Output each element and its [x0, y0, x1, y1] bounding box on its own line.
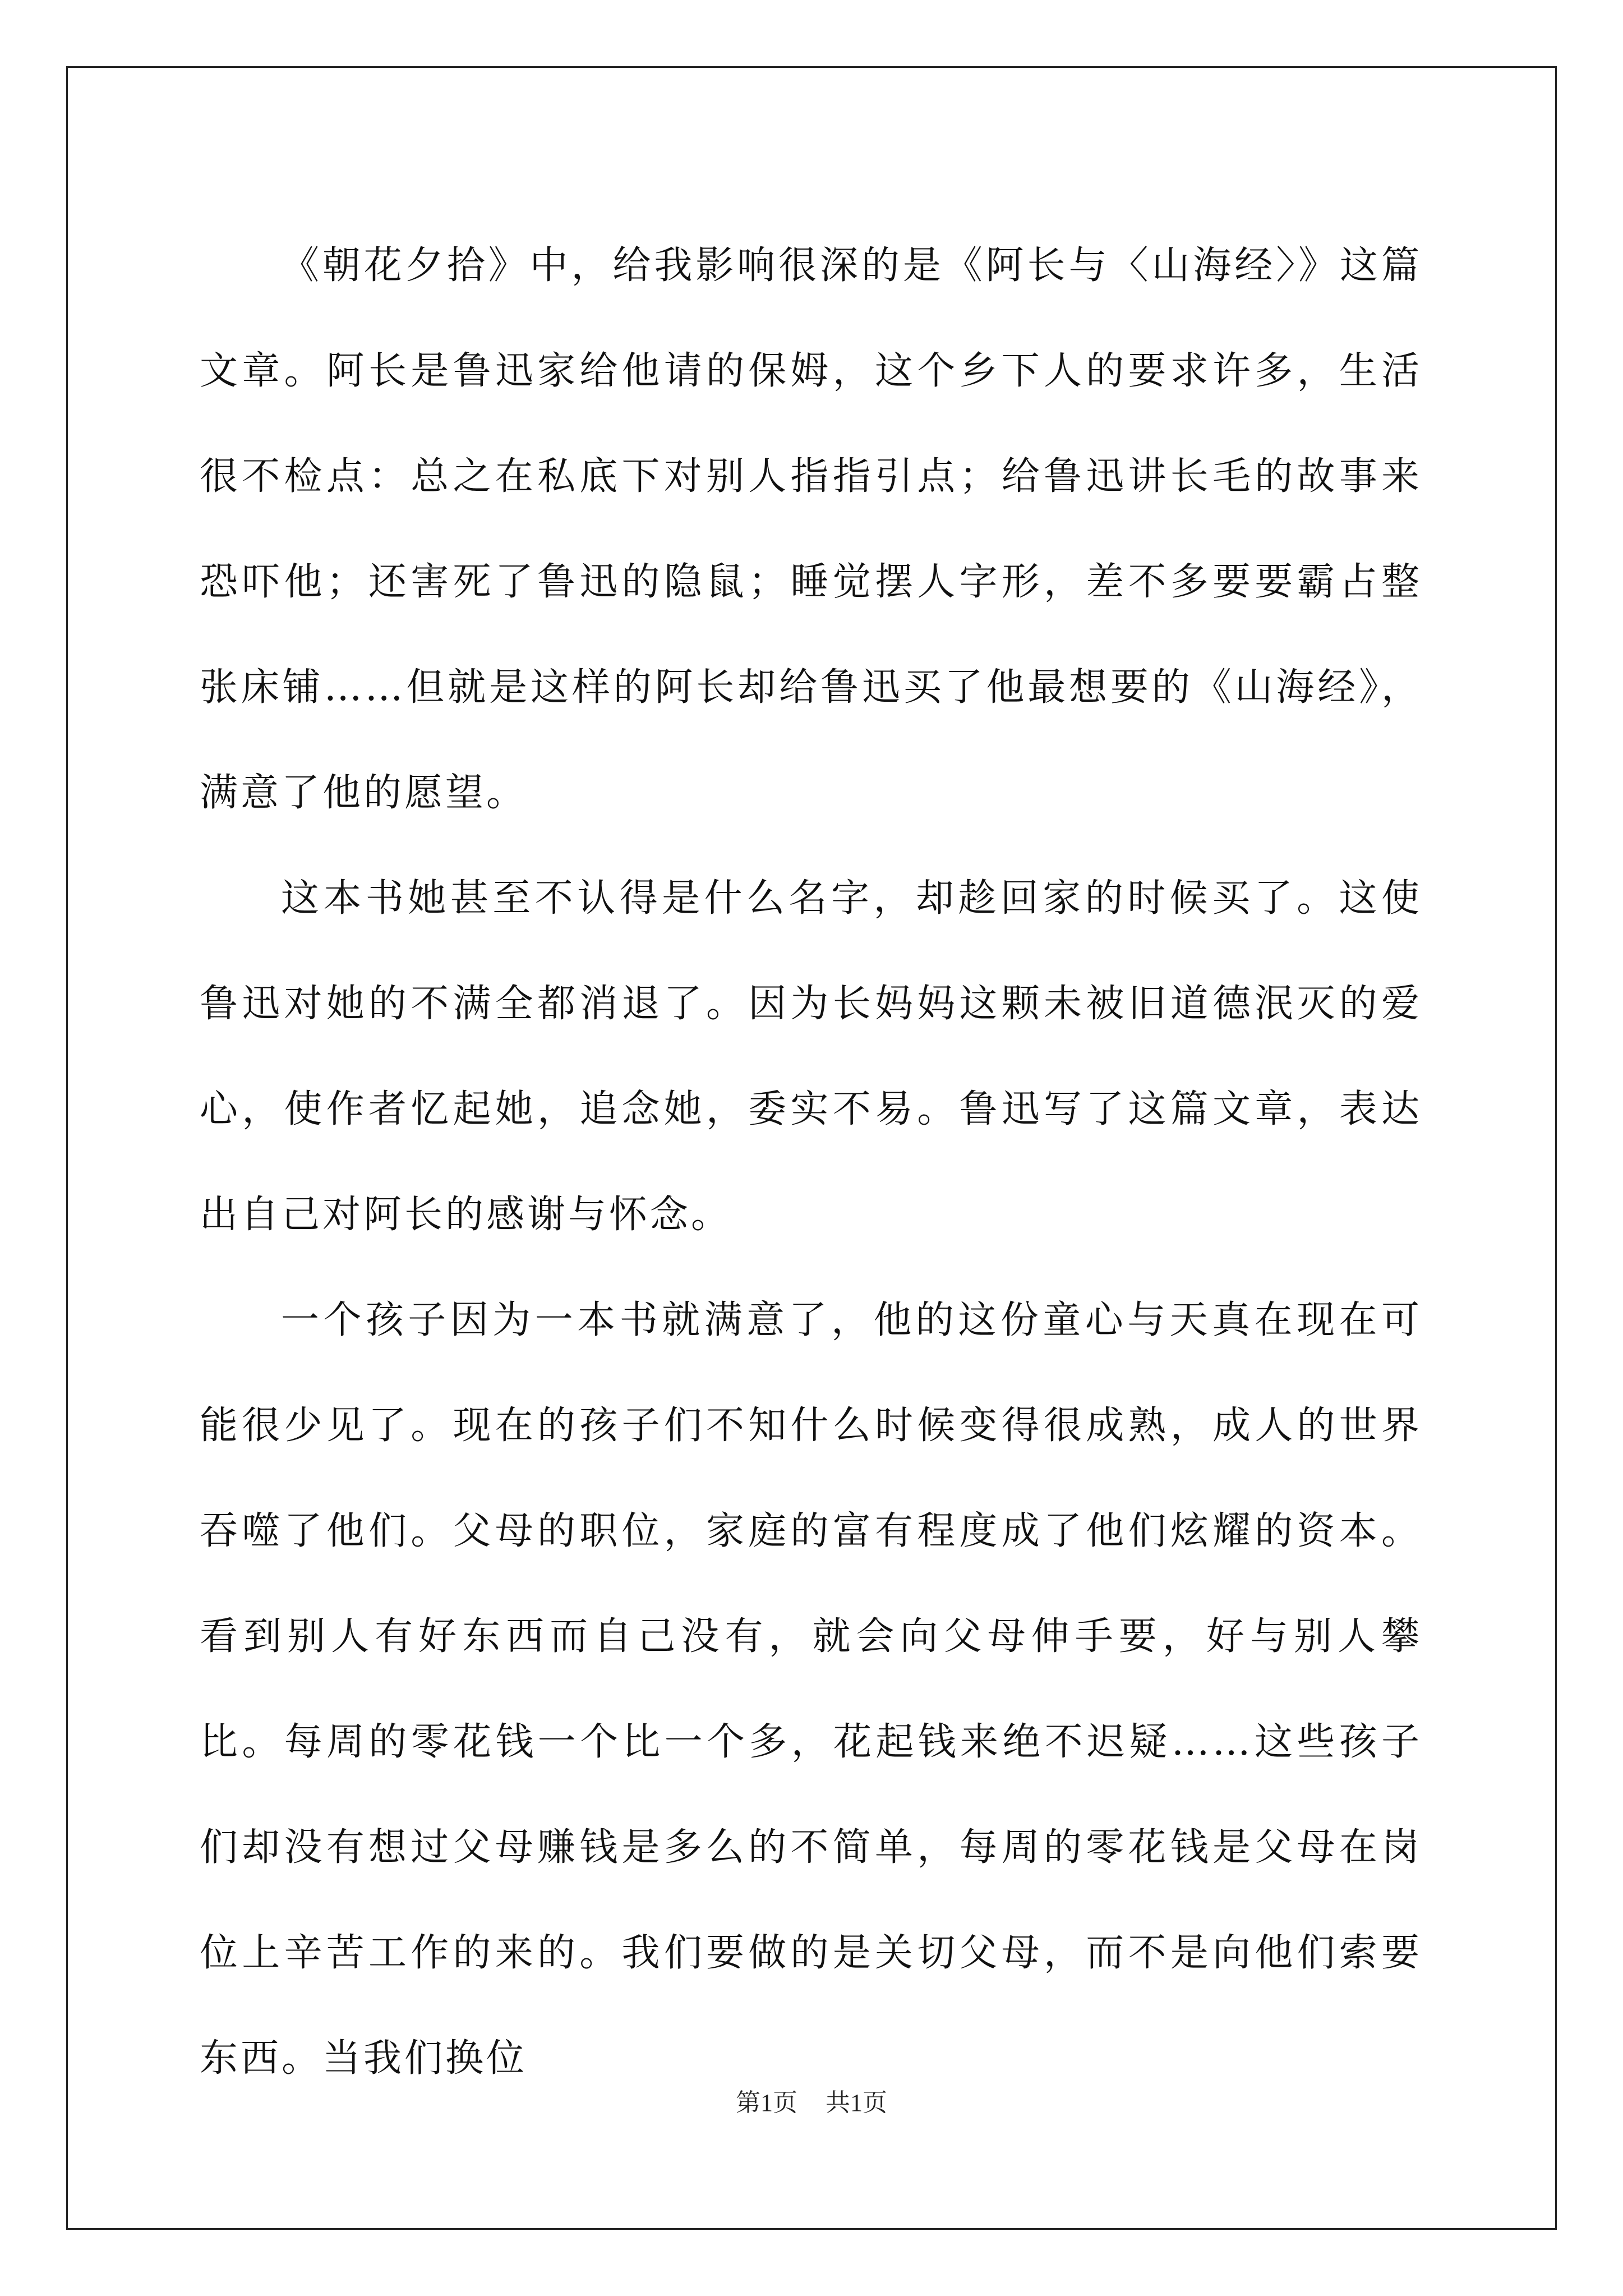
- paragraph-3: 一个孩子因为一本书就满意了，他的这份童心与天真在现在可能很少见了。现在的孩子们不知什么时候变得很成熟，成人的世界吞噬了他们。父母的职位，家庭的富有程度成了他们炫耀的资本。看到别人有好东西而自己没有，就会向父母伸手要，好与别人攀比。每周的零花钱一个比一个多，花起钱来绝不迟疑……这些孩子们却没有想过父母赚钱是多么的不简单，每周的零花钱是父母在岗位上辛苦工作的来的。我们要做的是关切父母，而不是向他们索要东西。当我们换位: [200, 1298, 1422, 2081]
- document-body: [200, 213, 1422, 2111]
- page-number-total: 共1页: [826, 2089, 887, 2116]
- paragraph-1: 《朝花夕拾》中，给我影响很深的是《阿长与〈山海经〉》这篇文章。阿长是鲁迅家给他请的保姆，这个乡下人的要求许多，生活很不检点：总之在私底下对别人指指引点；给鲁迅讲长毛的故事来恐吓他；还害死了鲁迅的隐鼠；睡觉摆人字形，差不多要要霸占整张床铺……但就是这样的阿长却给鲁迅买了他最想要的《山海经》，满意了他的愿望。: [200, 243, 1422, 815]
- paragraph-2: 这本书她甚至不认得是什么名字，却趁回家的时候买了。这使鲁迅对她的不满全都消退了。因为长妈妈这颗未被旧道德泯灭的爱心，使作者忆起她，追念她，委实不易。鲁迅写了这篇文章，表达出自己对阿长的感谢与怀念。: [200, 876, 1422, 1237]
- page-number-current: 第1页: [736, 2089, 797, 2116]
- page-footer: [0, 2082, 1623, 2118]
